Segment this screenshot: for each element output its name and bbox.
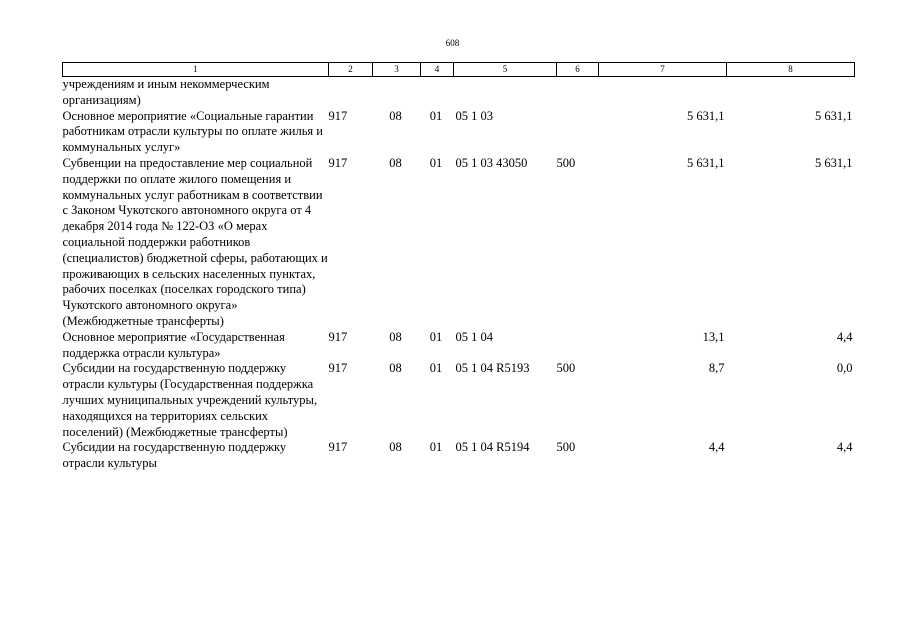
row-grbs: 917 <box>328 361 348 376</box>
header-col-8: 8 <box>727 63 855 77</box>
row-subsection: 01 <box>429 440 443 455</box>
header-col-2: 2 <box>329 63 373 77</box>
row-section: 08 <box>389 155 402 170</box>
row-sum-1: 13,1 <box>702 329 725 344</box>
row-sum-1: 4,4 <box>708 440 725 455</box>
row-target-article: 05 1 04 <box>455 329 493 344</box>
table-row <box>63 361 855 440</box>
table-row <box>63 440 855 472</box>
row-name: учреждениям и иным некоммерческим организациям) <box>62 77 270 107</box>
header-col-7: 7 <box>599 63 727 77</box>
table-row <box>63 156 855 330</box>
header-col-3: 3 <box>373 63 421 77</box>
row-expense-type: 500 <box>556 440 576 455</box>
table-row <box>63 109 855 156</box>
row-expense-type: 500 <box>556 155 576 170</box>
row-grbs: 917 <box>328 440 348 455</box>
row-expense-type <box>557 330 599 362</box>
header-col-4: 4 <box>421 63 454 77</box>
row-sum-2: 5 631,1 <box>815 108 853 123</box>
page-number: 608 <box>445 38 460 48</box>
row-sum-2 <box>727 77 855 109</box>
row-grbs: 917 <box>328 155 348 170</box>
row-subsection: 01 <box>429 155 443 170</box>
row-section: 08 <box>389 440 402 455</box>
header-row <box>63 63 855 77</box>
row-name: Субвенции на предоставление мер социальной поддержки по оплате жилого помещения и коммунальных услуг работникам в соответствии с Законом Чукотского автономного округа от 4 декабря 2014 года № 122-ОЗ «О мерах социальной поддержки работников (специалистов) бюджетной сферы, работающих и проживающих в сельских населенных пунктах, рабочих поселках (поселках городского типа) Чукотского автономного округа» (Межбюджетные трансферты) <box>62 155 328 328</box>
row-section <box>373 77 421 109</box>
table-header <box>63 63 855 77</box>
row-name: Субсидии на государственную поддержку отрасли культуры (Государственная поддержка лучших муниципальных учреждений культуры, находящихся на территориях сельских поселений) (Межбюджетные трансферты) <box>62 361 318 439</box>
row-subsection: 01 <box>429 108 443 123</box>
row-grbs: 917 <box>328 108 348 123</box>
row-name: Основное мероприятие «Государственная поддержка отрасли культура» <box>62 329 285 360</box>
header-col-5: 5 <box>454 63 557 77</box>
row-expense-type: 500 <box>556 361 576 376</box>
row-subsection: 01 <box>429 329 443 344</box>
row-grbs <box>329 77 373 109</box>
row-target-article: 05 1 03 <box>455 108 493 123</box>
row-section: 08 <box>389 108 402 123</box>
row-expense-type <box>557 109 599 156</box>
row-section: 08 <box>389 329 402 344</box>
row-target-article <box>454 77 557 109</box>
row-section: 08 <box>389 361 402 376</box>
row-subsection <box>421 77 454 109</box>
row-sum-2: 5 631,1 <box>815 155 853 170</box>
row-sum-1: 5 631,1 <box>687 155 725 170</box>
header-col-6: 6 <box>557 63 599 77</box>
table-row <box>63 77 855 109</box>
row-sum-2: 0,0 <box>836 361 853 376</box>
table-row <box>63 330 855 362</box>
row-name: Субсидии на государственную поддержку отрасли культуры <box>62 440 287 471</box>
header-col-1: 1 <box>63 63 329 77</box>
row-grbs: 917 <box>328 329 348 344</box>
row-target-article: 05 1 04 R5194 <box>455 440 530 455</box>
row-sum-1: 5 631,1 <box>687 108 725 123</box>
row-sum-1 <box>599 77 727 109</box>
row-target-article: 05 1 03 43050 <box>455 155 528 170</box>
row-expense-type <box>557 77 599 109</box>
row-subsection: 01 <box>429 361 443 376</box>
row-sum-2: 4,4 <box>836 329 853 344</box>
table-body <box>63 77 855 472</box>
budget-table <box>62 62 855 472</box>
row-target-article: 05 1 04 R5193 <box>455 361 530 376</box>
row-sum-2: 4,4 <box>836 440 853 455</box>
row-name: Основное мероприятие «Социальные гарантии работникам отрасли культуры по оплате жилья и коммунальных услуг» <box>62 108 323 155</box>
row-sum-1: 8,7 <box>708 361 725 376</box>
